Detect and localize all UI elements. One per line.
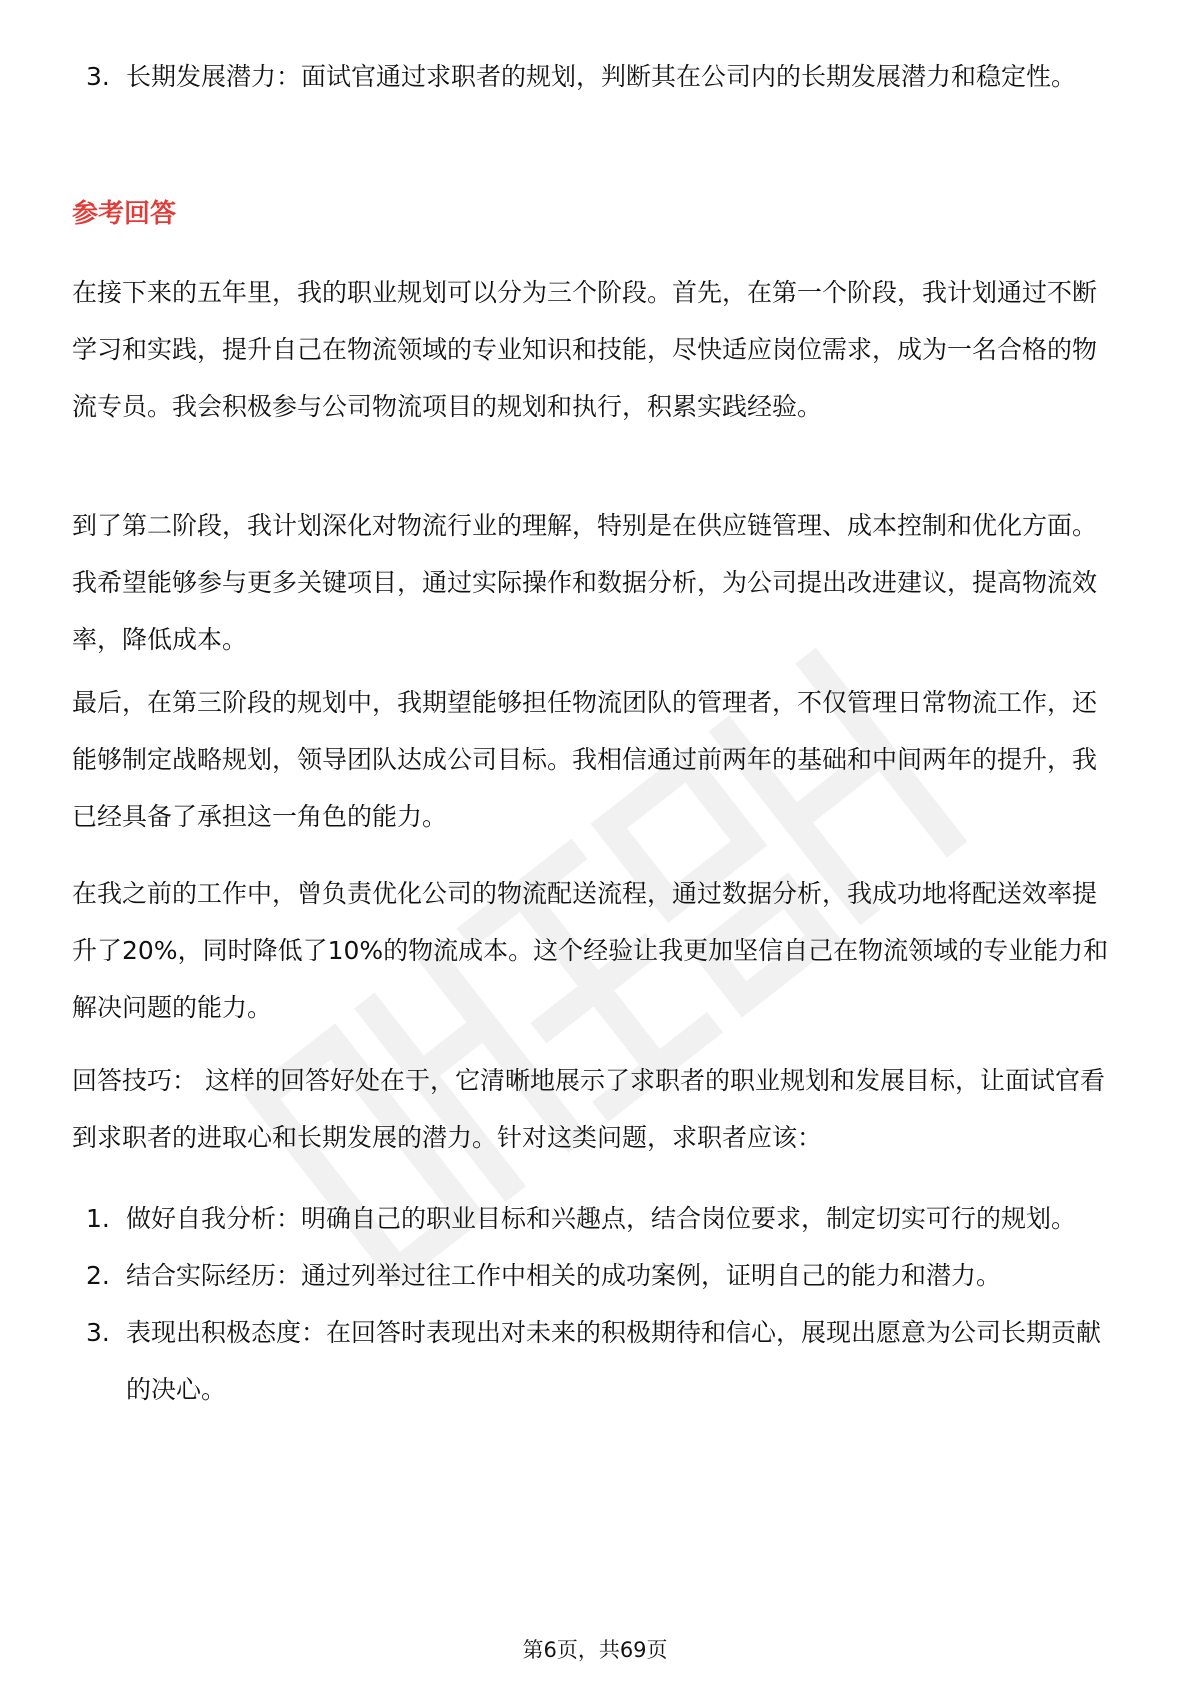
- tips-list: [72, 1190, 1112, 1418]
- list-item: [72, 1190, 1112, 1247]
- list-item-text: 明确自己的职业目标和兴趣点，结合岗位要求，制定切实可行的规划。: [301, 1204, 1077, 1233]
- list-item: [72, 1304, 1112, 1418]
- answer-paragraph-4: 在我之前的工作中，曾负责优化公司的物流配送流程，通过数据分析，我成功地将配送效率提升了20%，同时降低了10%的物流成本。这个经验让我更加坚信自己在物流领域的专业能力和解决问题的能力。: [72, 879, 1109, 1022]
- list-item: [72, 1247, 1112, 1304]
- answer-paragraph-1: 在接下来的五年里，我的职业规划可以分为三个阶段。首先，在第一个阶段，我计划通过不断学习和实践，提升自己在物流领域的专业知识和技能，尽快适应岗位需求，成为一名合格的物流专员。我会积极参与公司物流项目的规划和执行，积累实践经验。: [72, 278, 1098, 421]
- list-item-title: 表现出积极态度：: [126, 1318, 327, 1347]
- list-number: 2.: [86, 1261, 110, 1290]
- list-item-title: 做好自我分析：: [126, 1204, 302, 1233]
- answer-paragraph-2: 到了第二阶段，我计划深化对物流行业的理解，特别是在供应链管理、成本控制和优化方面。我希望能够参与更多关键项目，通过实际操作和数据分析，为公司提出改进建议，提高物流效率，降低成本。: [72, 511, 1098, 654]
- top-list: [72, 48, 1112, 105]
- page-footer: 第6页，共69页: [522, 1638, 668, 1662]
- list-item-title: 长期发展潜力：: [126, 62, 302, 91]
- section-heading: 参考回答: [72, 199, 177, 229]
- list-number: 1.: [86, 1204, 110, 1233]
- list-item-text: 在回答时表现出对未来的积极期待和信心，展现出愿意为公司长期贡献的决心。: [126, 1318, 1102, 1404]
- list-number: 3.: [86, 62, 110, 91]
- answer-paragraph-3: 最后，在第三阶段的规划中，我期望能够担任物流团队的管理者，不仅管理日常物流工作，还能够制定战略规划，领导团队达成公司目标。我相信通过前两年的基础和中间两年的提升，我已经具备了承担这一角色的能力。: [72, 688, 1098, 831]
- list-item-text: 面试官通过求职者的规划，判断其在公司内的长期发展潜力和稳定性。: [301, 62, 1077, 91]
- list-item: [72, 48, 1112, 105]
- list-number: 3.: [86, 1318, 110, 1347]
- list-item-title: 结合实际经历：: [126, 1261, 302, 1290]
- tips-intro-paragraph: 回答技巧： 这样的回答好处在于，它清晰地展示了求职者的职业规划和发展目标，让面试官看到求职者的进取心和长期发展的潜力。针对这类问题，求职者应该：: [72, 1066, 1105, 1152]
- list-item-text: 通过列举过往工作中相关的成功案例，证明自己的能力和潜力。: [301, 1261, 1002, 1290]
